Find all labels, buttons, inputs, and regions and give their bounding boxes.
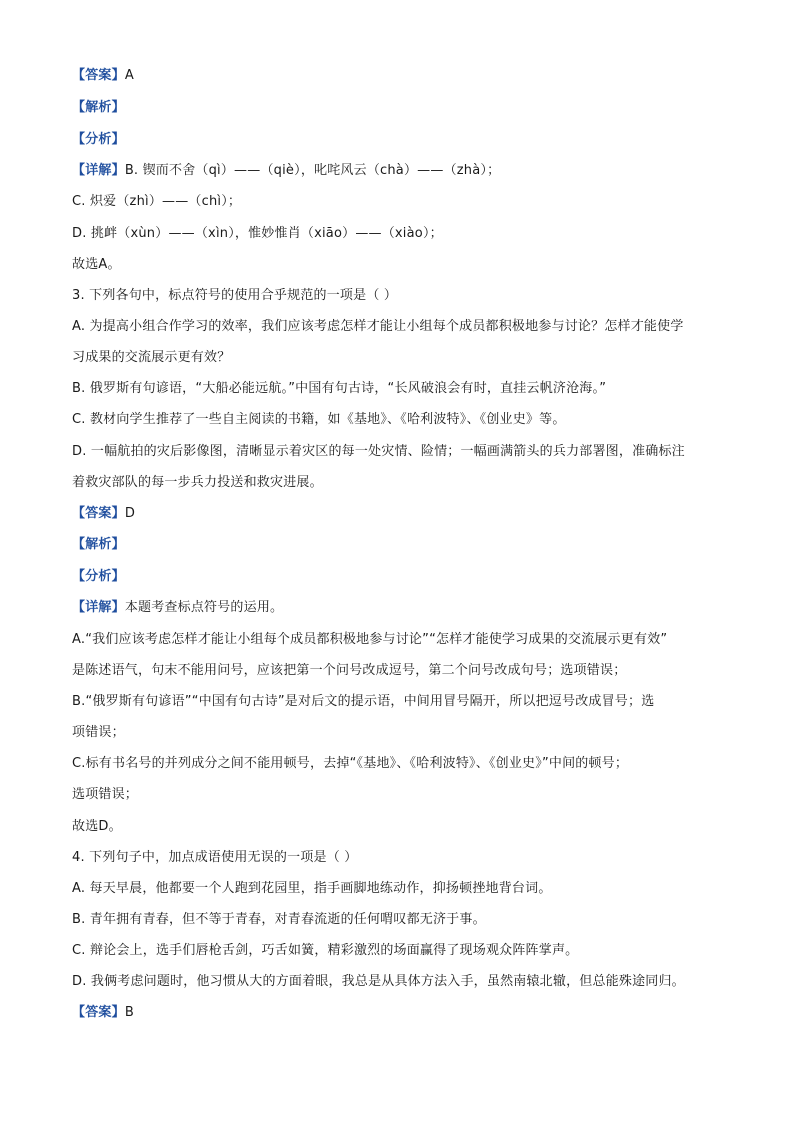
option-b: B. 俄罗斯有句谚语，“大船必能远航。”中国有句古诗，“长风破浪会有时，直挂云帆济沧海。” — [72, 381, 607, 396]
answer-value: D — [124, 506, 136, 521]
detail-line — [72, 161, 732, 181]
answer-line — [72, 1003, 732, 1023]
fenxi-label — [72, 567, 732, 587]
analysis-label — [72, 98, 732, 118]
explanation-line: C. 炽爱（zhì）——（chì）； — [72, 194, 242, 209]
answer-value: B — [124, 1005, 134, 1020]
detail-text: 本题考查标点符号的运用。 — [124, 600, 284, 615]
option-a-cont: 习成果的交流展示更有效？ — [72, 350, 231, 365]
explanation-line: A.“我们应该考虑怎样才能让小组每个成员都积极地参与讨论”“怎样才能使学习成果的交流展示更有效” — [72, 632, 668, 647]
option-d-cont: 着救灾部队的每一步兵力投送和救灾进展。 — [72, 475, 323, 490]
conclusion-line: 故选A。 — [72, 257, 121, 272]
explanation-line: 是陈述语气，句末不能用问号，应该把第一个问号改成逗号，第二个问号改成句号；选项错误； — [72, 663, 627, 678]
detail-tag: 【详解】 — [72, 600, 125, 615]
fenxi-tag: 【分析】 — [72, 569, 125, 584]
explanation-line: B.“俄罗斯有句谚语”“中国有句古诗”是对后文的提示语，中间用冒号隔开，所以把逗号改成冒号；选 — [72, 694, 655, 709]
fenxi-label — [72, 130, 732, 150]
answer-line — [72, 504, 732, 524]
question-4: 4. 下列句子中，加点成语使用无误的一项是（ ） — [72, 850, 358, 865]
answer-label: 【答案】 — [72, 506, 125, 521]
fenxi-tag: 【分析】 — [72, 132, 125, 147]
option-d: D. 一幅航拍的灾后影像图，清晰显示着灾区的每一处灾情、险情；一幅画满箭头的兵力部署图，准确标注 — [72, 444, 685, 459]
answer-line — [72, 66, 732, 86]
explanation-line: C.标有书名号的并列成分之间不能用顿号，去掉“《基地》、《哈利波特》、《创业史》”中间的顿号； — [72, 756, 629, 771]
answer-label: 【答案】 — [72, 68, 125, 83]
option-d: D. 我俩考虑问题时，他习惯从大的方面着眼，我总是从具体方法入手，虽然南辕北辙，但总能殊途同归。 — [72, 974, 685, 989]
analysis-label — [72, 535, 732, 555]
detail-tag: 【详解】 — [72, 163, 125, 178]
option-c: C. 辩论会上，选手们唇枪舌剑，巧舌如簧，精彩激烈的场面赢得了现场观众阵阵掌声。 — [72, 943, 579, 958]
option-a: A. 为提高小组合作学习的效率，我们应该考虑怎样才能让小组每个成员都积极地参与讨论？怎样才能使学 — [72, 319, 684, 334]
option-b: B. 青年拥有青春，但不等于青春，对青春流逝的任何喟叹都无济于事。 — [72, 912, 486, 927]
analysis-tag: 【解析】 — [72, 100, 125, 115]
answer-label: 【答案】 — [72, 1005, 125, 1020]
detail-text: B. 锲而不舍（qì）——（qiè），叱咤风云（chà）——（zhà）； — [124, 163, 501, 178]
explanation-line: 选项错误； — [72, 787, 139, 802]
explanation-line: D. 挑衅（xùn）——（xìn），惟妙惟肖（xiāo）——（xiào）； — [72, 226, 443, 241]
detail-line — [72, 598, 732, 618]
explanation-line: 项错误； — [72, 725, 125, 740]
conclusion-line: 故选D。 — [72, 819, 122, 834]
option-c: C. 教材向学生推荐了一些自主阅读的书籍，如《基地》、《哈利波特》、《创业史》等。 — [72, 412, 566, 427]
answer-value: A — [124, 68, 134, 83]
option-a: A. 每天早晨，他都要一个人跑到花园里，指手画脚地练动作，抑扬顿挫地背台词。 — [72, 881, 552, 896]
analysis-tag: 【解析】 — [72, 537, 125, 552]
question-3: 3. 下列各句中，标点符号的使用合乎规范的一项是（ ） — [72, 288, 398, 303]
